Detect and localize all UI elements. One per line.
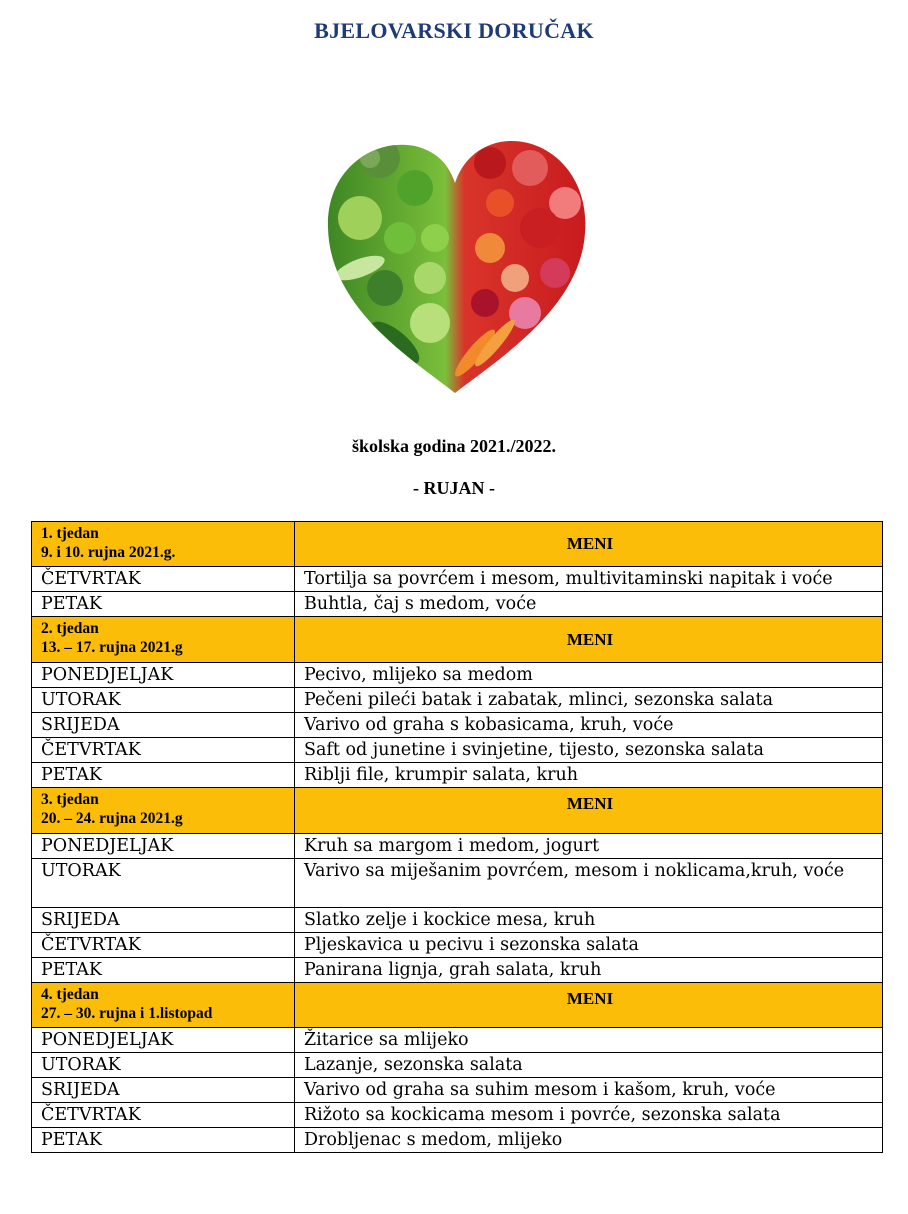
month-heading: - RUJAN - [413, 478, 495, 498]
day-cell: SRIJEDA [32, 713, 295, 738]
table-row [32, 1103, 883, 1128]
day-cell: SRIJEDA [32, 1078, 295, 1103]
day-cell: PONEDJELJAK [32, 1028, 295, 1053]
day-cell: ČETVRTAK [32, 1103, 295, 1128]
table-row [32, 834, 883, 859]
day-cell: SRIJEDA [32, 908, 295, 933]
week-label-cell [32, 522, 295, 567]
day-cell: ČETVRTAK [32, 738, 295, 763]
table-row [32, 663, 883, 688]
menu-table [31, 521, 883, 1153]
meal-cell: Varivo sa miješanim povrćem, mesom i noklicama,kruh, voće [295, 859, 883, 908]
week-label-cell [32, 617, 295, 663]
week-dates: 20. – 24. rujna 2021.g [41, 810, 183, 827]
meal-cell: Pecivo, mlijeko sa medom [295, 663, 883, 688]
week-label: 2. tjedan [41, 620, 99, 637]
table-row [32, 859, 883, 908]
week-label: 3. tjedan [41, 791, 99, 808]
meal-cell: Kruh sa margom i medom, jogurt [295, 834, 883, 859]
table-row [32, 1128, 883, 1153]
meni-label: MENI [295, 617, 883, 663]
table-row [32, 1028, 883, 1053]
page-title: BJELOVARSKI DORUČAK [314, 18, 594, 43]
meal-cell: Riblji file, krumpir salata, kruh [295, 763, 883, 788]
day-cell: PETAK [32, 763, 295, 788]
meal-cell: Varivo od graha s kobasicama, kruh, voće [295, 713, 883, 738]
week-header [32, 983, 883, 1028]
week-label: 4. tjedan [41, 986, 99, 1003]
week-label: 1. tjedan [41, 525, 99, 542]
meni-label: MENI [295, 522, 883, 567]
week-header [32, 788, 883, 834]
week-dates: 9. i 10. rujna 2021.g. [41, 544, 176, 561]
day-cell: UTORAK [32, 859, 295, 908]
week-header [32, 617, 883, 663]
week-header [32, 522, 883, 567]
day-cell: PONEDJELJAK [32, 834, 295, 859]
meni-label: MENI [295, 983, 883, 1028]
table-row [32, 1053, 883, 1078]
table-row [32, 567, 883, 592]
meal-cell: Buhtla, čaj s medom, voće [295, 592, 883, 617]
table-row [32, 738, 883, 763]
meal-cell: Rižoto sa kockicama mesom i povrće, sezonska salata [295, 1103, 883, 1128]
meal-cell: Pljeskavica u pecivu i sezonska salata [295, 933, 883, 958]
table-row [32, 958, 883, 983]
table-row [32, 933, 883, 958]
meal-cell: Varivo od graha sa suhim mesom i kašom, kruh, voće [295, 1078, 883, 1103]
meal-cell: Lazanje, sezonska salata [295, 1053, 883, 1078]
week-label-cell [32, 983, 295, 1028]
meal-cell: Slatko zelje i kockice mesa, kruh [295, 908, 883, 933]
day-cell: UTORAK [32, 1053, 295, 1078]
meal-cell: Panirana lignja, grah salata, kruh [295, 958, 883, 983]
day-cell: PETAK [32, 592, 295, 617]
day-cell: ČETVRTAK [32, 933, 295, 958]
meal-cell: Žitarice sa mlijeko [295, 1028, 883, 1053]
meal-cell: Tortilja sa povrćem i mesom, multivitaminski napitak i voće [295, 567, 883, 592]
table-row [32, 713, 883, 738]
table-row [32, 592, 883, 617]
table-row [32, 1078, 883, 1103]
week-dates: 13. – 17. rujna 2021.g [41, 639, 183, 656]
day-cell: PETAK [32, 958, 295, 983]
week-dates: 27. – 30. rujna i 1.listopad [41, 1005, 213, 1022]
vegetable-heart-icon [300, 108, 610, 413]
day-cell: PETAK [32, 1128, 295, 1153]
table-row [32, 908, 883, 933]
day-cell: ČETVRTAK [32, 567, 295, 592]
day-cell: UTORAK [32, 688, 295, 713]
day-cell: PONEDJELJAK [32, 663, 295, 688]
week-label-cell [32, 788, 295, 834]
school-year: školska godina 2021./2022. [351, 436, 557, 456]
table-row [32, 763, 883, 788]
meal-cell: Drobljenac s medom, mlijeko [295, 1128, 883, 1153]
meal-cell: Pečeni pileći batak i zabatak, mlinci, sezonska salata [295, 688, 883, 713]
table-row [32, 688, 883, 713]
meni-label: MENI [295, 788, 883, 834]
meal-cell: Saft od junetine i svinjetine, tijesto, sezonska salata [295, 738, 883, 763]
